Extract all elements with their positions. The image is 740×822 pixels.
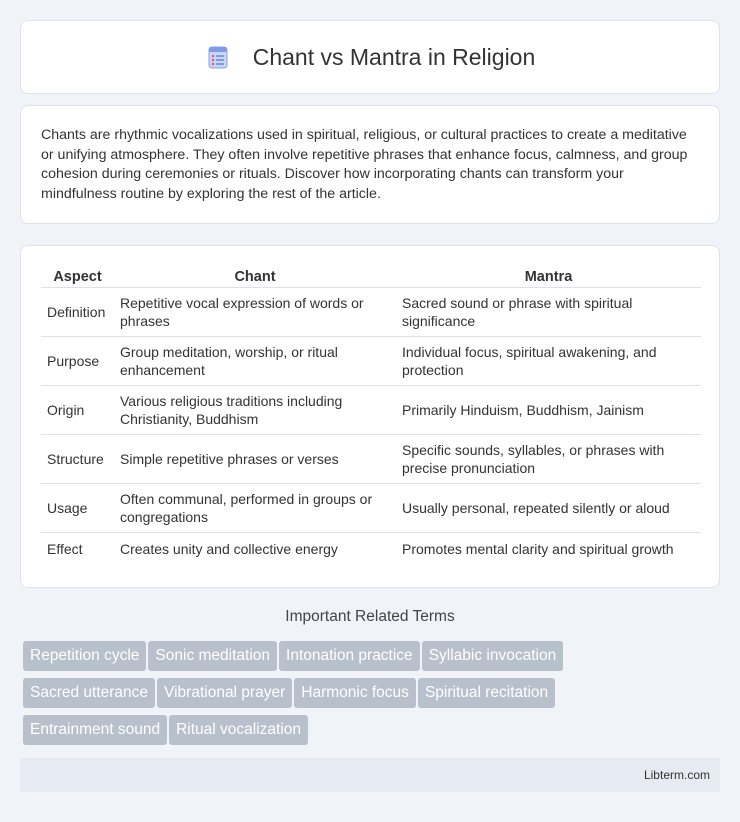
mantra-cell: Individual focus, spiritual awakening, and protection xyxy=(396,337,701,386)
mantra-cell: Usually personal, repeated silently or aloud xyxy=(396,484,701,533)
aspect-cell: Usage xyxy=(41,484,114,533)
aspect-cell: Definition xyxy=(41,288,114,337)
mantra-cell: Promotes mental clarity and spiritual growth xyxy=(402,540,674,557)
aspect-cell: Structure xyxy=(41,435,114,484)
related-term-tag[interactable]: Entrainment sound xyxy=(23,715,167,745)
chant-cell: Simple repetitive phrases or verses xyxy=(114,435,396,484)
related-term-tag[interactable]: Vibrational prayer xyxy=(157,678,292,708)
related-term-tag[interactable]: Syllabic invocation xyxy=(422,641,564,671)
chant-cell: Often communal, performed in groups or congregations xyxy=(114,484,396,533)
mantra-cell: Specific sounds, syllables, or phrases with precise pronunciation xyxy=(396,435,701,484)
chant-cell: Creates unity and collective energy xyxy=(120,540,338,557)
footer xyxy=(20,758,720,792)
title-card xyxy=(20,20,720,94)
related-term-tag[interactable]: Spiritual recitation xyxy=(418,678,555,708)
chant-cell: Repetitive vocal expression of words or phrases xyxy=(114,288,396,337)
related-term-tag[interactable]: Repetition cycle xyxy=(23,641,146,671)
comparison-table xyxy=(41,266,701,565)
table-row xyxy=(41,533,701,565)
mantra-cell: Primarily Hinduism, Buddhism, Jainism xyxy=(396,386,701,435)
table-header-row xyxy=(41,266,701,288)
table-row xyxy=(41,288,701,337)
related-terms-list xyxy=(23,641,723,752)
related-terms-heading: Important Related Terms xyxy=(285,608,455,625)
page-title: Chant vs Mantra in Religion xyxy=(252,43,536,70)
related-term-tag[interactable]: Intonation practice xyxy=(279,641,420,671)
table-row xyxy=(41,386,701,435)
intro-text: Chants are rhythmic vocalizations used in spiritual, religious, or cultural practices to create a meditative or unifying atmosphere. They often involve repetitive phrases that enhance focus, calmness, and group cohesion during ceremonies or rituals. Discover how incorporating chants can transform your mindfulness routine by exploring the rest of the article. xyxy=(41,127,688,202)
chant-cell: Various religious traditions including Christianity, Buddhism xyxy=(114,386,396,435)
related-term-tag[interactable]: Sacred utterance xyxy=(23,678,155,708)
header-chant: Chant xyxy=(114,266,396,288)
header-aspect: Aspect xyxy=(41,266,114,288)
mantra-cell: Sacred sound or phrase with spiritual significance xyxy=(396,288,701,337)
related-term-tag[interactable]: Sonic meditation xyxy=(148,641,277,671)
aspect-cell: Effect xyxy=(47,540,83,557)
table-row xyxy=(41,435,701,484)
footer-site-link[interactable]: Libterm.com xyxy=(643,768,710,782)
related-term-tag[interactable]: Harmonic focus xyxy=(294,678,416,708)
table-row xyxy=(41,337,701,386)
table-row xyxy=(41,484,701,533)
chant-cell: Group meditation, worship, or ritual enhancement xyxy=(114,337,396,386)
intro-card xyxy=(20,105,720,224)
aspect-cell: Purpose xyxy=(41,337,114,386)
document-list-icon xyxy=(205,44,231,70)
aspect-cell: Origin xyxy=(41,386,114,435)
related-term-tag[interactable]: Ritual vocalization xyxy=(169,715,308,745)
comparison-table-card xyxy=(20,245,720,588)
header-mantra: Mantra xyxy=(396,266,701,288)
